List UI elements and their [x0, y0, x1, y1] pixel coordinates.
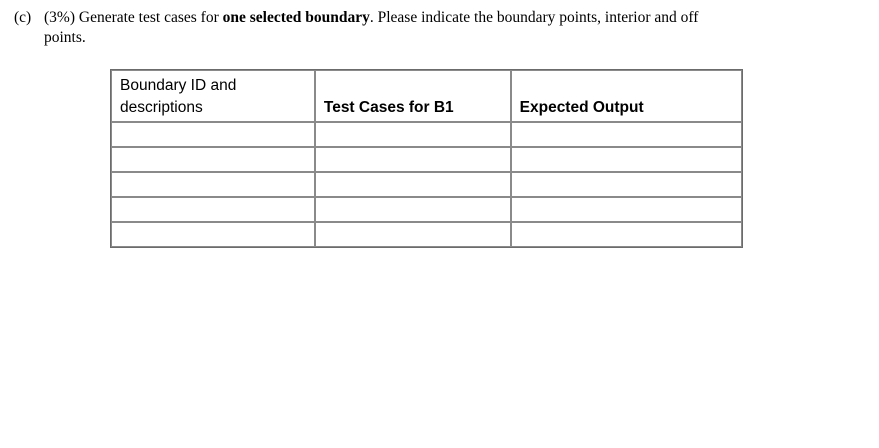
table-cell[interactable]: [511, 197, 742, 222]
table-cell[interactable]: [111, 147, 315, 172]
question-text-before: Generate test cases for: [78, 9, 219, 26]
question-bold-text: one selected boundary: [222, 9, 370, 26]
table-cell[interactable]: [315, 197, 511, 222]
question-label: (c): [14, 9, 32, 26]
table-cell[interactable]: [315, 222, 511, 247]
table-row: [111, 147, 742, 172]
table-row: [111, 122, 742, 147]
table-cell[interactable]: [315, 172, 511, 197]
table-cell[interactable]: [511, 222, 742, 247]
table-cell[interactable]: [315, 122, 511, 147]
test-case-table: [110, 69, 743, 248]
header-expected-output: Expected Output: [511, 70, 742, 122]
question-text: [14, 8, 854, 48]
question-continuation: points.: [44, 29, 86, 46]
table-cell[interactable]: [511, 122, 742, 147]
table-row: [111, 222, 742, 247]
header-test-cases: Test Cases for B1: [315, 70, 511, 122]
table-cell[interactable]: [511, 172, 742, 197]
table-row: [111, 197, 742, 222]
table-cell[interactable]: [111, 222, 315, 247]
table-cell[interactable]: [511, 147, 742, 172]
question-weight: (3%): [44, 9, 75, 26]
question-text-after: . Please indicate the boundary points, interior and off: [369, 9, 699, 26]
header-boundary-id: Boundary ID and descriptions: [111, 70, 315, 122]
table-cell[interactable]: [111, 197, 315, 222]
table-cell[interactable]: [315, 147, 511, 172]
table-cell[interactable]: [111, 172, 315, 197]
table-row: [111, 172, 742, 197]
table-cell[interactable]: [111, 122, 315, 147]
table-header-row: [111, 70, 742, 122]
